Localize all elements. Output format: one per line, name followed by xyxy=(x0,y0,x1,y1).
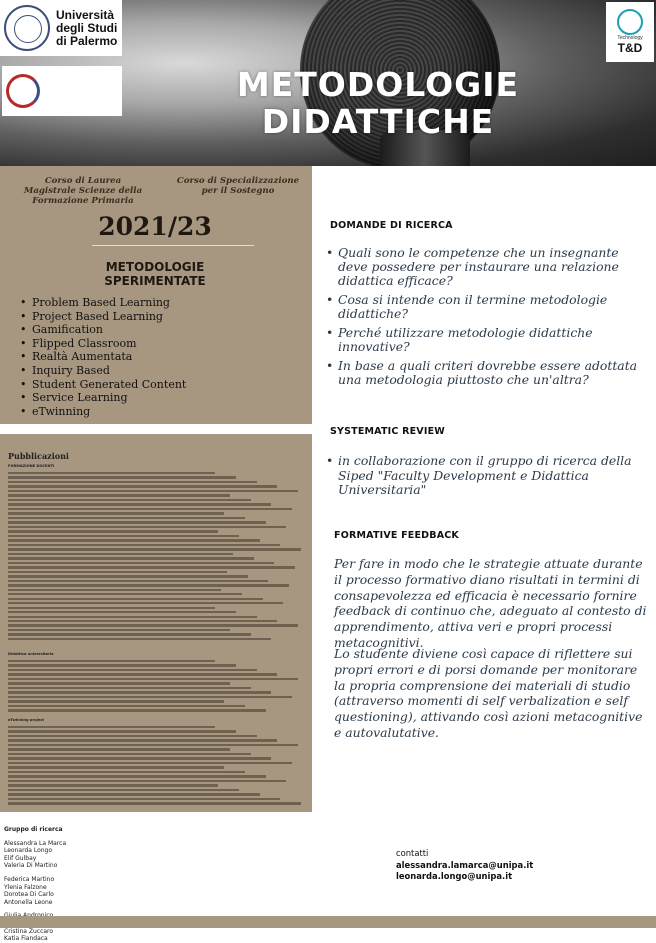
fine-print-line xyxy=(8,566,295,568)
fine-print-line xyxy=(8,793,260,795)
publications-text-block xyxy=(8,726,304,807)
fine-print-line xyxy=(8,607,215,609)
fine-print-line xyxy=(8,485,277,487)
list-item: • Inquiry Based xyxy=(18,364,186,378)
fine-print-line xyxy=(8,669,257,671)
fine-print-line xyxy=(8,673,277,675)
list-item: • Realtà Aumentata xyxy=(18,350,186,364)
fine-print-line xyxy=(8,748,230,750)
fine-print-line xyxy=(8,629,230,631)
fine-print-line xyxy=(8,544,280,546)
email-link[interactable]: alessandra.lamarca@unipa.it xyxy=(396,859,534,870)
publications-title: Pubblicazioni xyxy=(8,451,69,461)
fine-print-line xyxy=(8,620,277,622)
research-heading: DOMANDE DI RICERCA xyxy=(330,220,453,231)
fine-print-line xyxy=(8,802,301,804)
fine-print-line xyxy=(8,481,257,483)
fine-print-line xyxy=(8,730,236,732)
email-link[interactable]: leonarda.longo@unipa.it xyxy=(396,871,513,881)
fine-print-line xyxy=(8,696,292,698)
fine-print-line xyxy=(8,780,286,782)
fine-print-line xyxy=(8,705,245,707)
review-heading: SYSTEMATIC REVIEW xyxy=(330,426,445,437)
group-member: Katia Fiandaca xyxy=(4,935,48,943)
fine-print-line xyxy=(8,557,254,559)
td-circuit-icon xyxy=(617,9,643,35)
course-magistrale: Corso di Laurea Magistrale Scienze della Formazione Primaria xyxy=(23,176,143,206)
methods-list xyxy=(18,296,186,418)
fine-print-line xyxy=(8,789,239,791)
list-item: • Quali sono le competenze che un insegnante deve possedere per instaurare una relazione didattica efficace? xyxy=(326,246,648,288)
fine-print-line xyxy=(8,562,274,564)
page-title xyxy=(228,66,528,140)
group-member: Cristina Zuccaro xyxy=(4,927,54,935)
title-line-2: DIDATTICHE xyxy=(261,102,495,141)
fine-print-line xyxy=(8,660,215,662)
fine-print-line xyxy=(8,753,251,755)
academic-year: 2021/23 xyxy=(98,212,212,241)
methods-heading-line-1: METODOLOGIE xyxy=(105,260,205,274)
fine-print-line xyxy=(8,476,236,478)
fine-print-line xyxy=(8,602,283,604)
fine-print-line xyxy=(8,584,289,586)
fine-print-line xyxy=(8,490,298,492)
fine-print-line xyxy=(8,762,292,764)
feedback-heading: FORMATIVE FEEDBACK xyxy=(334,530,459,541)
research-questions xyxy=(326,246,648,392)
fine-print-line xyxy=(8,598,263,600)
list-item: • Student Generated Content xyxy=(18,378,186,392)
fine-print-line xyxy=(8,503,271,505)
unipa-seal-icon xyxy=(4,5,50,51)
panel-gap xyxy=(0,424,312,434)
feedback-paragraph-2: Lo studente diviene così capace di riflettere sui propri errori e di porsi domande per monitorare la propria comprensione dei materiali di studio (attraverso momenti di self verbalization e self questioning), attivando così azioni metacognitive e autovalutative. xyxy=(334,646,643,740)
fine-print-line xyxy=(8,535,239,537)
list-item: • eTwinning xyxy=(18,405,186,419)
fine-print-line xyxy=(8,687,251,689)
review-text: • in collaborazione con il gruppo di ricerca della Siped "Faculty Development e Didattica Universitaria" xyxy=(326,454,648,498)
unipa-line-2: degli Studi xyxy=(56,20,118,35)
list-item: • Cosa si intende con il termine metodologie didattiche? xyxy=(326,293,648,321)
list-item: • Perché utilizzare metodologie didattiche innovative? xyxy=(326,326,648,354)
fine-print-line xyxy=(8,739,277,741)
title-line-1: METODOLOGIE xyxy=(236,65,520,104)
fine-print-line xyxy=(8,616,257,618)
fine-print-line xyxy=(8,682,230,684)
contacts-label: contatti xyxy=(396,848,429,858)
methods-heading xyxy=(70,260,240,288)
fine-print-line xyxy=(8,499,251,501)
fine-print-line xyxy=(8,611,236,613)
group-member: Valeria Di Martino xyxy=(4,862,58,870)
fine-print-line xyxy=(8,775,266,777)
fine-print-line xyxy=(8,530,218,532)
fine-print-line xyxy=(8,472,215,474)
fine-print-line xyxy=(8,494,230,496)
sird-logo xyxy=(2,66,122,116)
header-banner xyxy=(0,0,656,166)
group-member: Ylenia Falzone xyxy=(4,883,47,891)
list-item: • Problem Based Learning xyxy=(18,296,186,310)
td-logo xyxy=(606,2,654,62)
fine-print-line xyxy=(8,664,236,666)
publications-text-block xyxy=(8,472,304,642)
group-member: Elif Gulbay xyxy=(4,854,37,862)
td-logo-main: T&D xyxy=(617,41,643,55)
feedback-paragraph-1: Per fare in modo che le strategie attuate durante il processo formativo diano risultati in termini di consapevolezza ed efficacia è necessario fornire feedback di continuo che, adeguato al contesto di apprendimento, attiva veri e propri processi metacognitivi. xyxy=(334,556,647,650)
group-member: Leonarda Longo xyxy=(4,847,53,855)
fine-print-line xyxy=(8,735,257,737)
fine-print-line xyxy=(8,798,280,800)
group-member: Dorotea Di Carlo xyxy=(4,891,54,899)
fine-print-line xyxy=(8,691,271,693)
list-item: • Project Based Learning xyxy=(18,310,186,324)
courses xyxy=(18,176,308,206)
publications-section-heading: Didattica universitaria xyxy=(8,652,54,656)
td-logo-top: Technology xyxy=(617,35,643,41)
fine-print-line xyxy=(8,709,266,711)
fine-print-line xyxy=(8,638,271,640)
list-item: • Service Learning xyxy=(18,391,186,405)
fine-print-line xyxy=(8,700,224,702)
fine-print-line xyxy=(8,508,292,510)
divider xyxy=(92,245,254,246)
fine-print-line xyxy=(8,771,245,773)
unipa-line-3: di Palermo xyxy=(56,33,118,48)
footer-bar xyxy=(0,916,656,928)
fine-print-line xyxy=(8,633,251,635)
list-item: • In base a quali criteri dovrebbe essere adottata una metodologia piuttosto che un'altra? xyxy=(326,359,648,387)
fine-print-line xyxy=(8,553,233,555)
fine-print-line xyxy=(8,784,218,786)
fine-print-line xyxy=(8,539,260,541)
fine-print-line xyxy=(8,766,224,768)
list-item: • Gamification xyxy=(18,323,186,337)
unipa-line-1: Università xyxy=(56,7,115,22)
group-title: Gruppo di ricerca xyxy=(4,826,63,833)
fine-print-line xyxy=(8,580,268,582)
methods-heading-line-2: SPERIMENTATE xyxy=(104,274,206,288)
group-member: Alessandra La Marca xyxy=(4,839,67,847)
fine-print-line xyxy=(8,517,245,519)
publications-text-block xyxy=(8,660,304,714)
fine-print-line xyxy=(8,575,248,577)
fine-print-line xyxy=(8,548,301,550)
fine-print-line xyxy=(8,512,224,514)
fine-print-line xyxy=(8,726,215,728)
fine-print-line xyxy=(8,678,298,680)
fine-print-line xyxy=(8,589,221,591)
sird-mark-icon xyxy=(6,74,40,108)
list-item: • Flipped Classroom xyxy=(18,337,186,351)
contacts xyxy=(396,848,533,883)
group-member: Antonella Leone xyxy=(4,898,53,906)
fine-print-line xyxy=(8,521,266,523)
publications-section-heading: eTwinning project xyxy=(8,718,45,722)
fine-print-line xyxy=(8,744,298,746)
fine-print-line xyxy=(8,593,242,595)
fine-print-line xyxy=(8,624,298,626)
unipa-logo xyxy=(0,0,122,56)
publications-section-heading: FORMAZIONE DOCENTI xyxy=(8,464,55,468)
fine-print-line xyxy=(8,571,227,573)
fine-print-line xyxy=(8,757,271,759)
course-sostegno: Corso di Specializzazione per il Sostegno xyxy=(176,176,300,196)
group-member: Federica Martino xyxy=(4,875,55,883)
fine-print-line xyxy=(8,526,286,528)
